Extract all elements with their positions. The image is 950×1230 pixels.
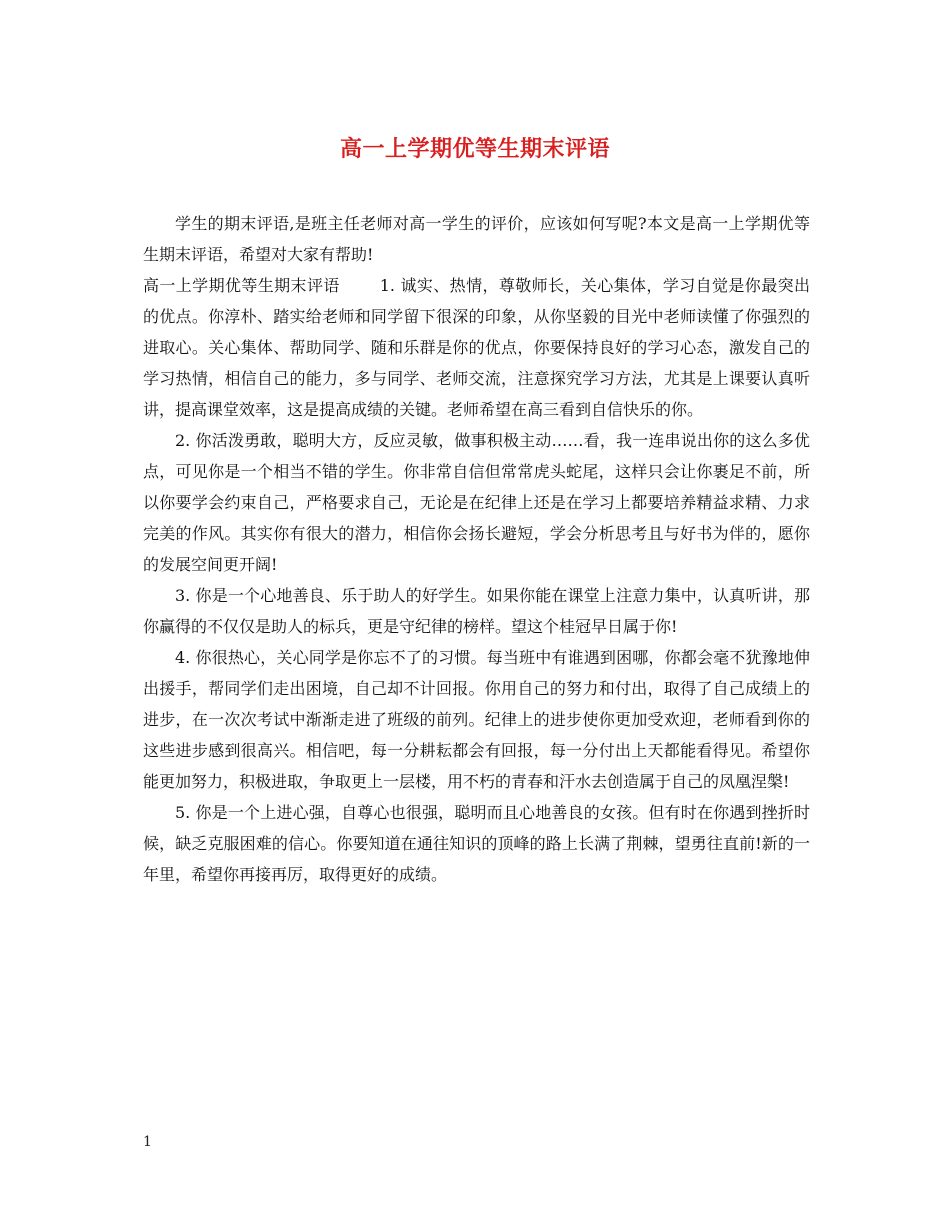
comment-5-paragraph: 5. 你是一个上进心强，自尊心也很强，聪明而且心地善良的女孩。但有时在你遇到挫折时候，缺乏克服困难的信心。你要知道在通往知识的顶峰的路上长满了荆棘，望勇往直前!新的一年里，希望你再接再厉，取得更好的成绩。 — [143, 803, 810, 884]
comment-4-paragraph: 4. 你很热心，关心同学是你忘不了的习惯。每当班中有谁遇到困哪，你都会毫不犹豫地伸出援手，帮同学们走出困境，自己却不计回报。你用自己的努力和付出，取得了自己成绩上的进步，在一次次考试中渐渐走进了班级的前列。纪律上的进步使你更加受欢迎，老师看到你的这些进步感到很高兴。相信吧，每一分耕耘都会有回报，每一分付出上天都能看得见。希望你能更加努力，积极进取，争取更上一层楼，用不朽的青春和汗水去创造属于自己的凤凰涅槃! — [143, 648, 810, 791]
intro-paragraph: 学生的期末评语,是班主任老师对高一学生的评价，应该如何写呢?本文是高一上学期优等生期末评语，希望对大家有帮助! — [143, 214, 810, 264]
document-title: 高一上学期优等生期末评语 — [339, 136, 610, 162]
section-heading: 高一上学期优等生期末评语 — [143, 276, 340, 295]
page-number: 1 — [143, 1134, 152, 1150]
comment-1-text: 1. 诚实、热情，尊敬师长，关心集体，学习自觉是你最突出的优点。你淳朴、踏实给老师和同学留下很深的印象，从你坚毅的目光中老师读懂了你强烈的进取心。关心集体、帮助同学、随和乐群是你的优点，你要保持良好的学习心态，激发自己的学习热情，相信自己的能力，多与同学、老师交流，注意探究学习方法，尤其是上课要认真听讲，提高课堂效率，这是提高成绩的关键。老师希望在高三看到自信快乐的你。 — [143, 276, 810, 419]
comment-2-paragraph: 2. 你活泼勇敢，聪明大方，反应灵敏，做事积极主动……看，我一连串说出你的这么多优点，可见你是一个相当不错的学生。你非常自信但常常虎头蛇尾，这样只会让你裹足不前，所以你要学会约束自己，严格要求自己，无论是在纪律上还是在学习上都要培养精益求精、力求完美的作风。其实你有很大的潜力，相信你会扬长避短，学会分析思考且与好书为伴的，愿你的发展空间更开阔! — [143, 431, 810, 574]
comment-3-paragraph: 3. 你是一个心地善良、乐于助人的好学生。如果你能在课堂上注意力集中，认真听讲，那你赢得的不仅仅是助人的标兵，更是守纪律的榜样。望这个桂冠早日属于你! — [143, 586, 810, 636]
first-comment-paragraph — [143, 270, 810, 425]
document-body — [143, 208, 810, 890]
